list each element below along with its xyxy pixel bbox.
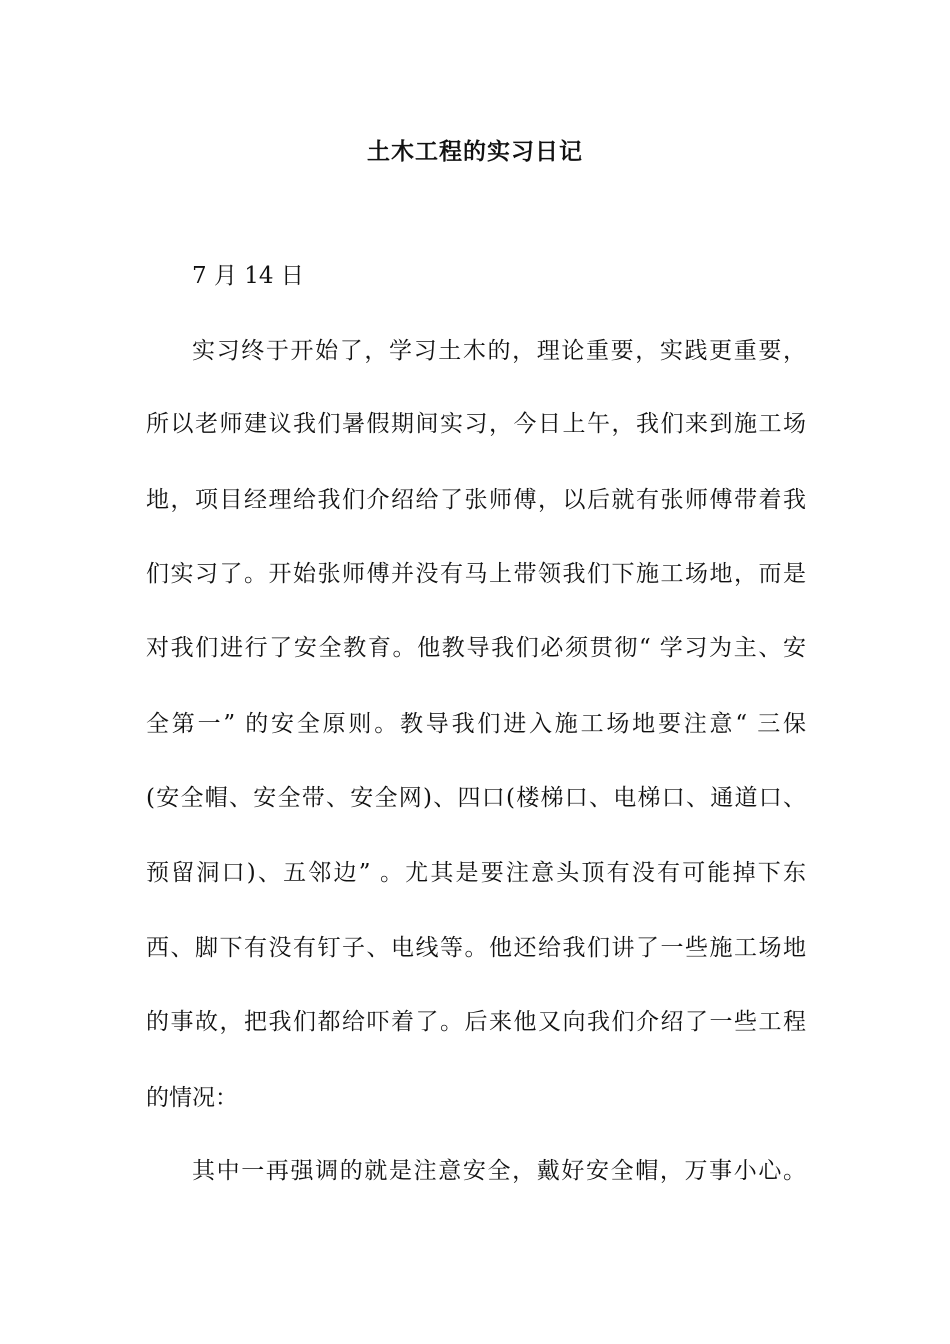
paragraph-line: (安全帽、安全带、安全网)、四口(楼梯口、电梯口、通道口、 (146, 785, 806, 811)
paragraph-line: 全第一” 的安全原则。教导我们进入施工场地要注意“ 三保 (146, 711, 806, 737)
paragraph-line: 的情况： (146, 1085, 238, 1111)
paragraph-line: 所以老师建议我们暑假期间实习，今日上午，我们来到施工场 (146, 411, 806, 437)
paragraph-line: 实习终于开始了，学习土木的，理论重要，实践更重要， (192, 338, 806, 364)
paragraph-line: 们实习了。开始张师傅并没有马上带领我们下施工场地，而是 (146, 561, 806, 587)
paragraph-line: 的事故，把我们都给吓着了。后来他又向我们介绍了一些工程 (146, 1009, 806, 1035)
paragraph-line: 其中一再强调的就是注意安全，戴好安全帽，万事小心。 (192, 1158, 806, 1184)
diary-date: 7 月 14 日 (192, 263, 304, 289)
document-title: 土木工程的实习日记 (367, 138, 583, 165)
paragraph-line: 地，项目经理给我们介绍给了张师傅，以后就有张师傅带着我 (146, 487, 806, 513)
paragraph-line: 对我们进行了安全教育。他教导我们必须贯彻“ 学习为主、安 (146, 635, 806, 661)
paragraph-line: 预留洞口)、五邻边” 。尤其是要注意头顶有没有可能掉下东 (146, 860, 806, 886)
paragraph-line: 西、脚下有没有钉子、电线等。他还给我们讲了一些施工场地 (146, 935, 806, 961)
